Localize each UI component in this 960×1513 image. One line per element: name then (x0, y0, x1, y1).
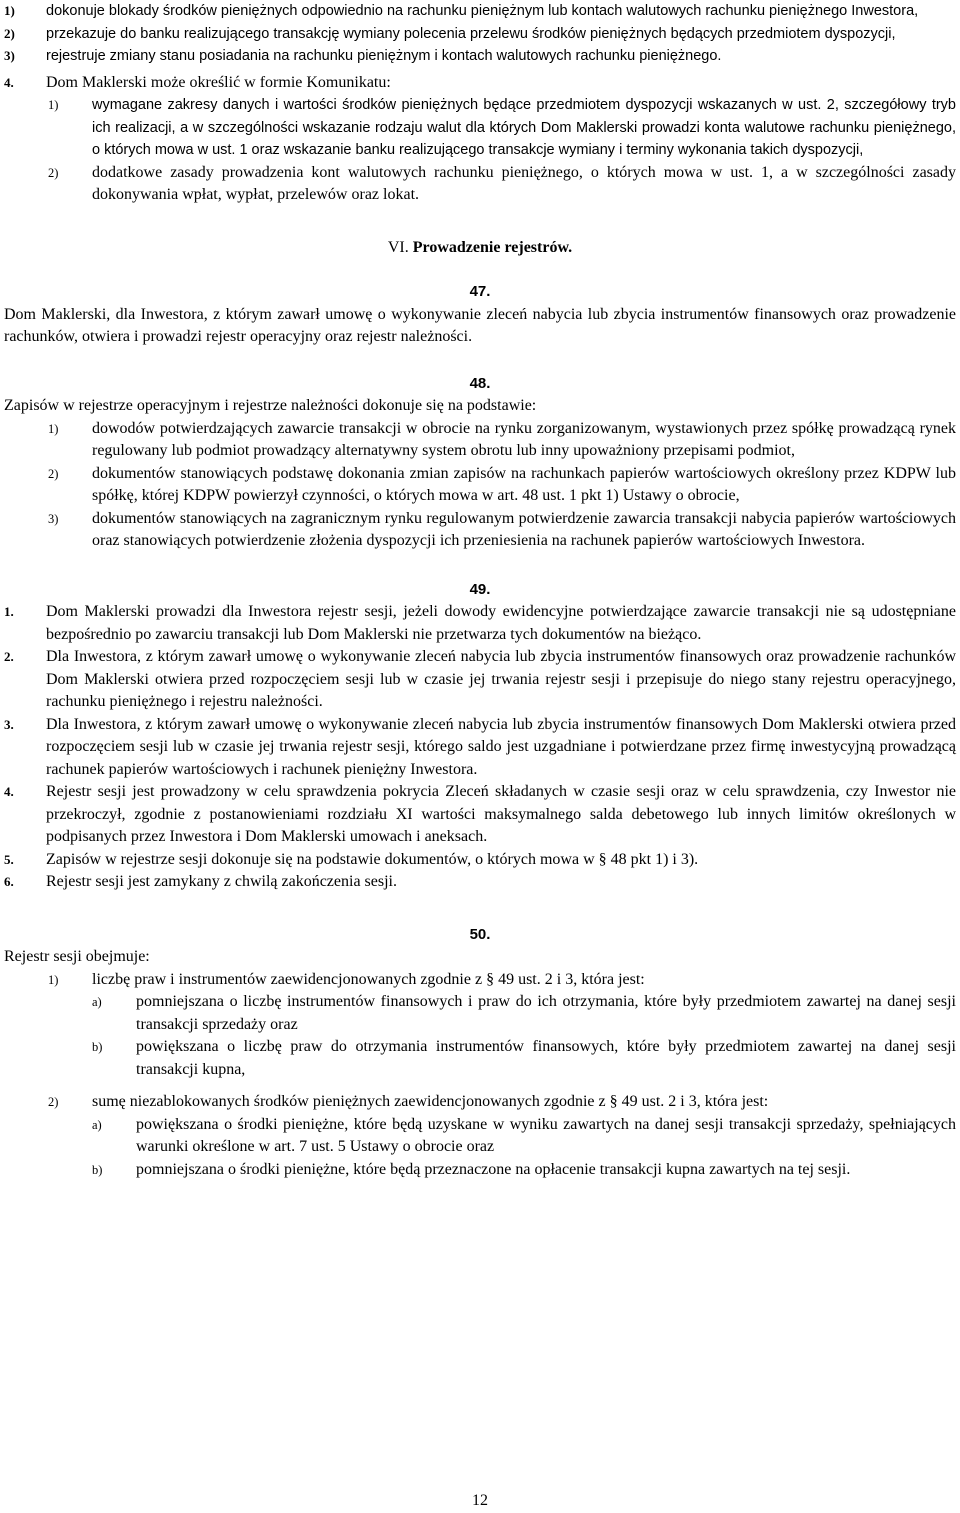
list-text: sumę niezablokowanych środków pieniężnych zaewidencjonowanych zgodnie z § 49 ust. 2 i 3, która jest: (92, 1093, 769, 1110)
list-number: 2) (48, 466, 59, 481)
list-item (48, 162, 956, 207)
list-number: 2) (4, 25, 15, 41)
section-numeral: VI. (387, 238, 409, 256)
section-title: Prowadzenie rejestrów. (412, 238, 573, 256)
sub-list-text: powiększana o środki pieniężne, które będą uzyskane w wyniku zawartych na danej sesji transakcji sprzedaży, spełniających warunki określone w art. 7 ust. 5 Ustawy o obrocie oraz (136, 1115, 956, 1155)
list-item (4, 601, 956, 646)
sub-list-text: pomniejszana o liczbę instrumentów finansowych i praw do ich otrzymania, które były przedmiotem zawartej na danej sesji transakcji sprzedaży oraz (136, 993, 956, 1033)
sub-list-text: pomniejszana o środki pieniężne, które będą przeznaczone na opłacenie transakcji kupna zawartych na tej sesji. (136, 1160, 851, 1178)
list-text: liczbę praw i instrumentów zaewidencjonowanych zgodnie z § 49 ust. 2 i 3, która jest: (92, 970, 645, 988)
article-50-items-2 (4, 1091, 956, 1114)
point-text: Dom Maklerski może określić w formie Komunikatu: (46, 73, 391, 91)
sub-list-item (92, 1036, 956, 1081)
list-number: 3) (4, 48, 15, 63)
list-number: 2) (48, 1095, 59, 1109)
section-heading (4, 237, 956, 260)
list-item (4, 781, 956, 849)
sub-list-letter: a) (92, 995, 102, 1009)
list-text: Rejestr sesji jest zamykany z chwilą zakończenia sesji. (46, 873, 397, 890)
list-item (4, 849, 956, 872)
list-number: 3. (4, 716, 14, 732)
list-number: 1) (48, 972, 59, 987)
list-text: dokumentów stanowiących na zagranicznym rynku regulowanym potwierdzenie zawarcia transakcji nabycia papierów wartościowych oraz stanowiących potwierdzenie złożenia dyspozycji ich przeniesienia na rachunek papierów wartościowych Inwestora. (92, 509, 956, 549)
article-50-item-2-sub (4, 1114, 956, 1182)
list-number: 1) (48, 421, 59, 436)
article-50-item-1-sub (4, 991, 956, 1081)
list-text: przekazuje do banku realizującego transakcję wymiany polecenia przelewu środków pieniężnych będących przedmiotem dyspozycji, (46, 25, 896, 42)
list-item (48, 463, 956, 508)
list-text: dowodów potwierdzających zawarcie transakcji w obrocie na rynku zorganizowanym, wystawionych przez spółkę prowadzącą rynek regulowany lub podmiot prowadzący alternatywny system obrotu lub inny upoważniony przepisami podmiot, (92, 419, 956, 459)
article-50-items (4, 969, 956, 992)
list-text: dokumentów stanowiących podstawę dokonania zmian zapisów na rachunkach papierów wartościowych określony przez KDPW lub spółkę, której KDPW powierzył czynności, o których mowa w art. 48 ust. 1 pkt 1) Ustawy o obrocie, (92, 464, 956, 504)
article-48-label: 48. (469, 374, 491, 392)
list-item (4, 0, 956, 23)
sub-list-item (92, 1159, 956, 1182)
list-item (48, 1091, 956, 1114)
list-text: Dla Inwestora, z którym zawarł umowę o wykonywanie zleceń nabycia lub zbycia instrumentów finansowych Dom Maklerski otwiera przed rozpoczęciem sesji lub w czasie jej trwania rejestr sesji, którego saldo jest uzgadniane i potwierdzane przez firmę inwestycyjną prowadzącą rachunek papierów wartościowych i rachunek pieniężny Inwestora. (46, 715, 956, 778)
list-number: 1) (48, 98, 59, 112)
article-50-intro: Rejestr sesji obejmuje: (4, 948, 150, 965)
list-item (4, 45, 956, 68)
top-list (4, 0, 956, 68)
sub-list-letter: a) (92, 1117, 102, 1132)
article-49-label: 49. (469, 580, 491, 598)
list-item (48, 508, 956, 553)
list-number: 1. (4, 604, 14, 619)
sub-list-item (92, 991, 956, 1036)
list-number: 3) (48, 511, 59, 526)
point-4 (4, 72, 956, 95)
article-47-label: 47. (469, 283, 491, 300)
list-text: Rejestr sesji jest prowadzony w celu sprawdzenia pokrycia Zleceń składanych w czasie sesji oraz w celu sprawdzenia, czy Inwestor nie przekroczył, zgodnie z postanowieniami rozdziału XI wartości maksymalnego salda debetowego lub innych limitów określonych w podpisanych przez Inwestora i Dom Maklerski umowach i aneksach. (46, 783, 956, 845)
sub-list-letter: b) (92, 1040, 103, 1054)
list-item (48, 94, 956, 162)
list-item (4, 646, 956, 714)
list-item (4, 871, 956, 894)
list-text: Dla Inwestora, z którym zawarł umowę o wykonywanie zleceń nabycia lub zbycia instrumentów finansowych oraz prowadzenie rachunków Dom Maklerski otwiera przed rozpoczęciem sesji lub w czasie jej trwania rejestr sesji i przepisuje do niego stany rejestru operacyjnego, rachunku pieniężnego i rejestru należności. (46, 648, 956, 710)
list-text: Zapisów w rejestrze sesji dokonuje się na podstawie dokumentów, o których mowa w § 48 pkt 1) i 3). (46, 850, 699, 868)
list-number: 2. (4, 649, 14, 664)
point-heading (4, 72, 956, 95)
list-number: 1) (4, 3, 15, 18)
sub-list-letter: b) (92, 1162, 103, 1177)
list-number: 2) (48, 165, 59, 180)
sub-list-item (92, 1114, 956, 1159)
list-number: 6. (4, 874, 14, 889)
point-4-items (4, 94, 956, 207)
sub-list-text: powiększana o liczbę praw do otrzymania instrumentów finansowych, które były przedmiotem zawartej na danej sesji transakcji kupna, (136, 1038, 956, 1078)
article-47-text: Dom Maklerski, dla Inwestora, z którym zawarł umowę o wykonywanie zleceń nabycia lub zbycia instrumentów finansowych oraz prowadzenie rachunków, otwiera i prowadzi rejestr operacyjny oraz rejestr należności. (4, 305, 956, 345)
list-text: Dom Maklerski prowadzi dla Inwestora rejestr sesji, jeżeli dowody ewidencyjne potwierdzające zawarcie transakcji nie są udostępniane bezpośrednio po zawarciu transakcji lub Dom Maklerski nie przetwarza tych dokumentów na bieżąco. (46, 603, 956, 643)
list-item (48, 418, 956, 463)
article-50-label: 50. (469, 925, 491, 943)
article-48-items (4, 418, 956, 553)
list-number: 5. (4, 851, 14, 867)
list-item (48, 969, 956, 992)
list-number: 4. (4, 784, 14, 799)
article-49-items (4, 601, 956, 894)
list-text: rejestruje zmiany stanu posiadania na rachunku pieniężnym i kontach walutowych rachunku pieniężnego. (46, 48, 722, 64)
list-text: wymagane zakresy danych i wartości środków pieniężnych będące przedmiotem dyspozycji wskazanych w ust. 2, szczegółowy tryb ich realizacji, a w szczególności wskazanie rodzaju walut dla których Dom Maklerski prowadzi konta walutowe rachunku pieniężnego, o których mowa w ust. 1 oraz wskazanie banku realizującego transakcje wymiany i terminy wykonania takich dyspozycji, (92, 97, 956, 158)
list-item (4, 714, 956, 782)
list-text: dodatkowe zasady prowadzenia kont walutowych rachunku pieniężnego, o których mowa w ust. 1, a w szczególności zasady dokonywania wpłat, wypłat, przelewów oraz lokat. (92, 163, 956, 203)
list-item (4, 23, 956, 46)
list-text: dokonuje blokady środków pieniężnych odpowiednio na rachunku pieniężnym lub kontach walutowych rachunku pieniężnego Inwestora, (46, 3, 919, 19)
page-number: 12 (472, 1492, 488, 1509)
point-number: 4. (4, 74, 14, 90)
article-48-intro: Zapisów w rejestrze operacyjnym i rejestrze należności dokonuje się na podstawie: (4, 397, 537, 414)
